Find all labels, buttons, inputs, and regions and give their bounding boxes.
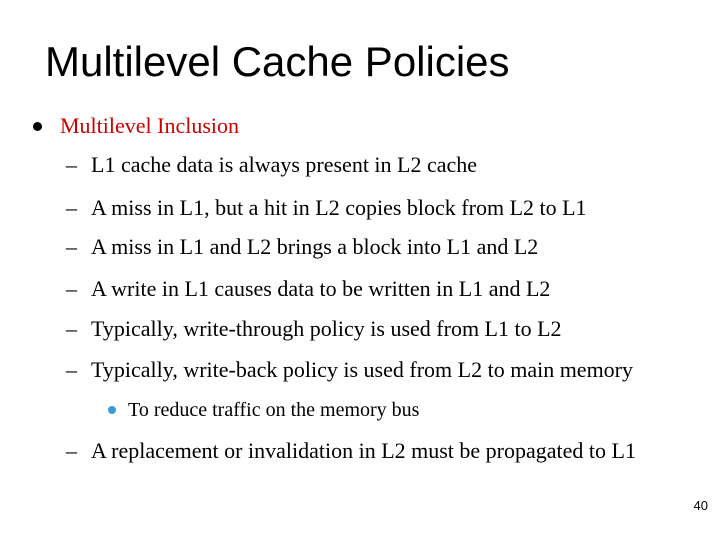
sub-bullet [66, 437, 636, 465]
sub-bullet [66, 151, 477, 179]
dash-icon: – [66, 234, 77, 259]
sub-bullet-text: A miss in L1 and L2 brings a block into L1 and L2 [91, 234, 539, 259]
bullet-dot-icon [33, 122, 42, 131]
dash-icon: – [66, 438, 77, 463]
sub-bullet [66, 275, 550, 303]
sub-bullet-text: A miss in L1, but a hit in L2 copies block from L2 to L1 [91, 195, 587, 220]
sub-bullet [66, 233, 538, 261]
sub-bullet-dot-icon [108, 406, 116, 414]
dash-icon: – [66, 195, 77, 220]
sub-bullet-text: Typically, write-through policy is used from L1 to L2 [91, 316, 562, 341]
sub-bullet-text: A replacement or invalidation in L2 must be propagated to L1 [91, 438, 636, 463]
slide-title: Multilevel Cache Policies [45, 38, 510, 85]
sub-bullet [66, 315, 562, 343]
sub-bullet [66, 356, 633, 384]
sub-bullet-text: Typically, write-back policy is used from L2 to main memory [91, 357, 634, 382]
page-number: 40 [693, 498, 708, 513]
bullet-multilevel-inclusion: Multilevel Inclusion [60, 113, 240, 138]
sub-bullet-text: L1 cache data is always present in L2 cache [91, 152, 478, 177]
sub-sub-bullet-text: To reduce traffic on the memory bus [128, 399, 420, 421]
dash-icon: – [66, 316, 77, 341]
sub-bullet [66, 194, 587, 222]
sub-bullet-text: A write in L1 causes data to be written in L1 and L2 [91, 276, 551, 301]
dash-icon: – [66, 276, 77, 301]
dash-icon: – [66, 152, 77, 177]
dash-icon: – [66, 357, 77, 382]
